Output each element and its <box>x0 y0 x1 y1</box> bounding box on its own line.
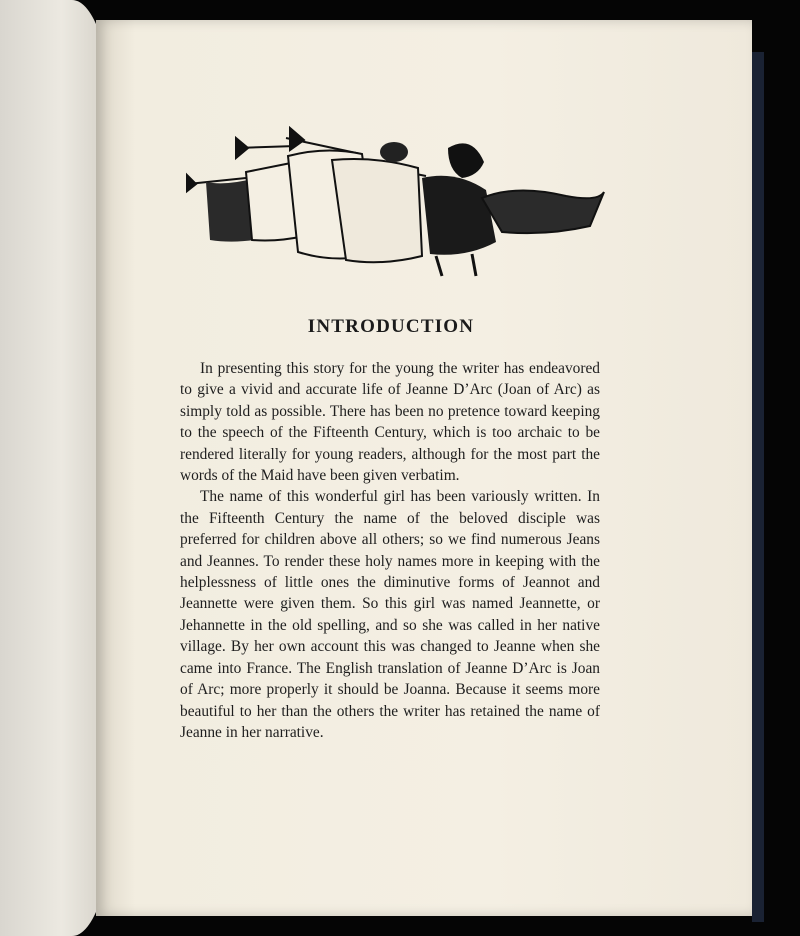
introduction-text <box>180 358 600 743</box>
page-title: INTRODUCTION <box>307 316 475 337</box>
paragraph: The name of this wonderful girl has been variously written. In the Fifteenth Century the name of the beloved disciple was preferred for children above all others; so we find numerous Jeans and Jeannes. To render these holy names more in keeping with the helplessness of little ones the diminutive forms of Jeannot and Jeannette were given them. So this girl was named Jeannette, or Jehannette in the old spelling, and so she was called in her native village. By her own account this was changed to Jeanne when she came into France. The English translation of Jeanne D’Arc is Joan of Arc; more properly it should be Joanna. Because it seems more beautiful to her than the others the writer has retained the name of Jeanne in her narrative. <box>180 488 600 741</box>
paragraph: In presenting this story for the young the writer has endeavored to give a vivid and accurate life of Jeanne D’Arc (Joan of Arc) as simply told as possible. There has been no pretence toward keeping to the speech of the Fifteenth Century, which is too archaic to be rendered literally for young readers, although for the most part the words of the Maid have been given verbatim. <box>180 360 600 485</box>
trumpeters-illustration-icon <box>186 126 606 282</box>
book-cover-edge <box>752 52 764 922</box>
